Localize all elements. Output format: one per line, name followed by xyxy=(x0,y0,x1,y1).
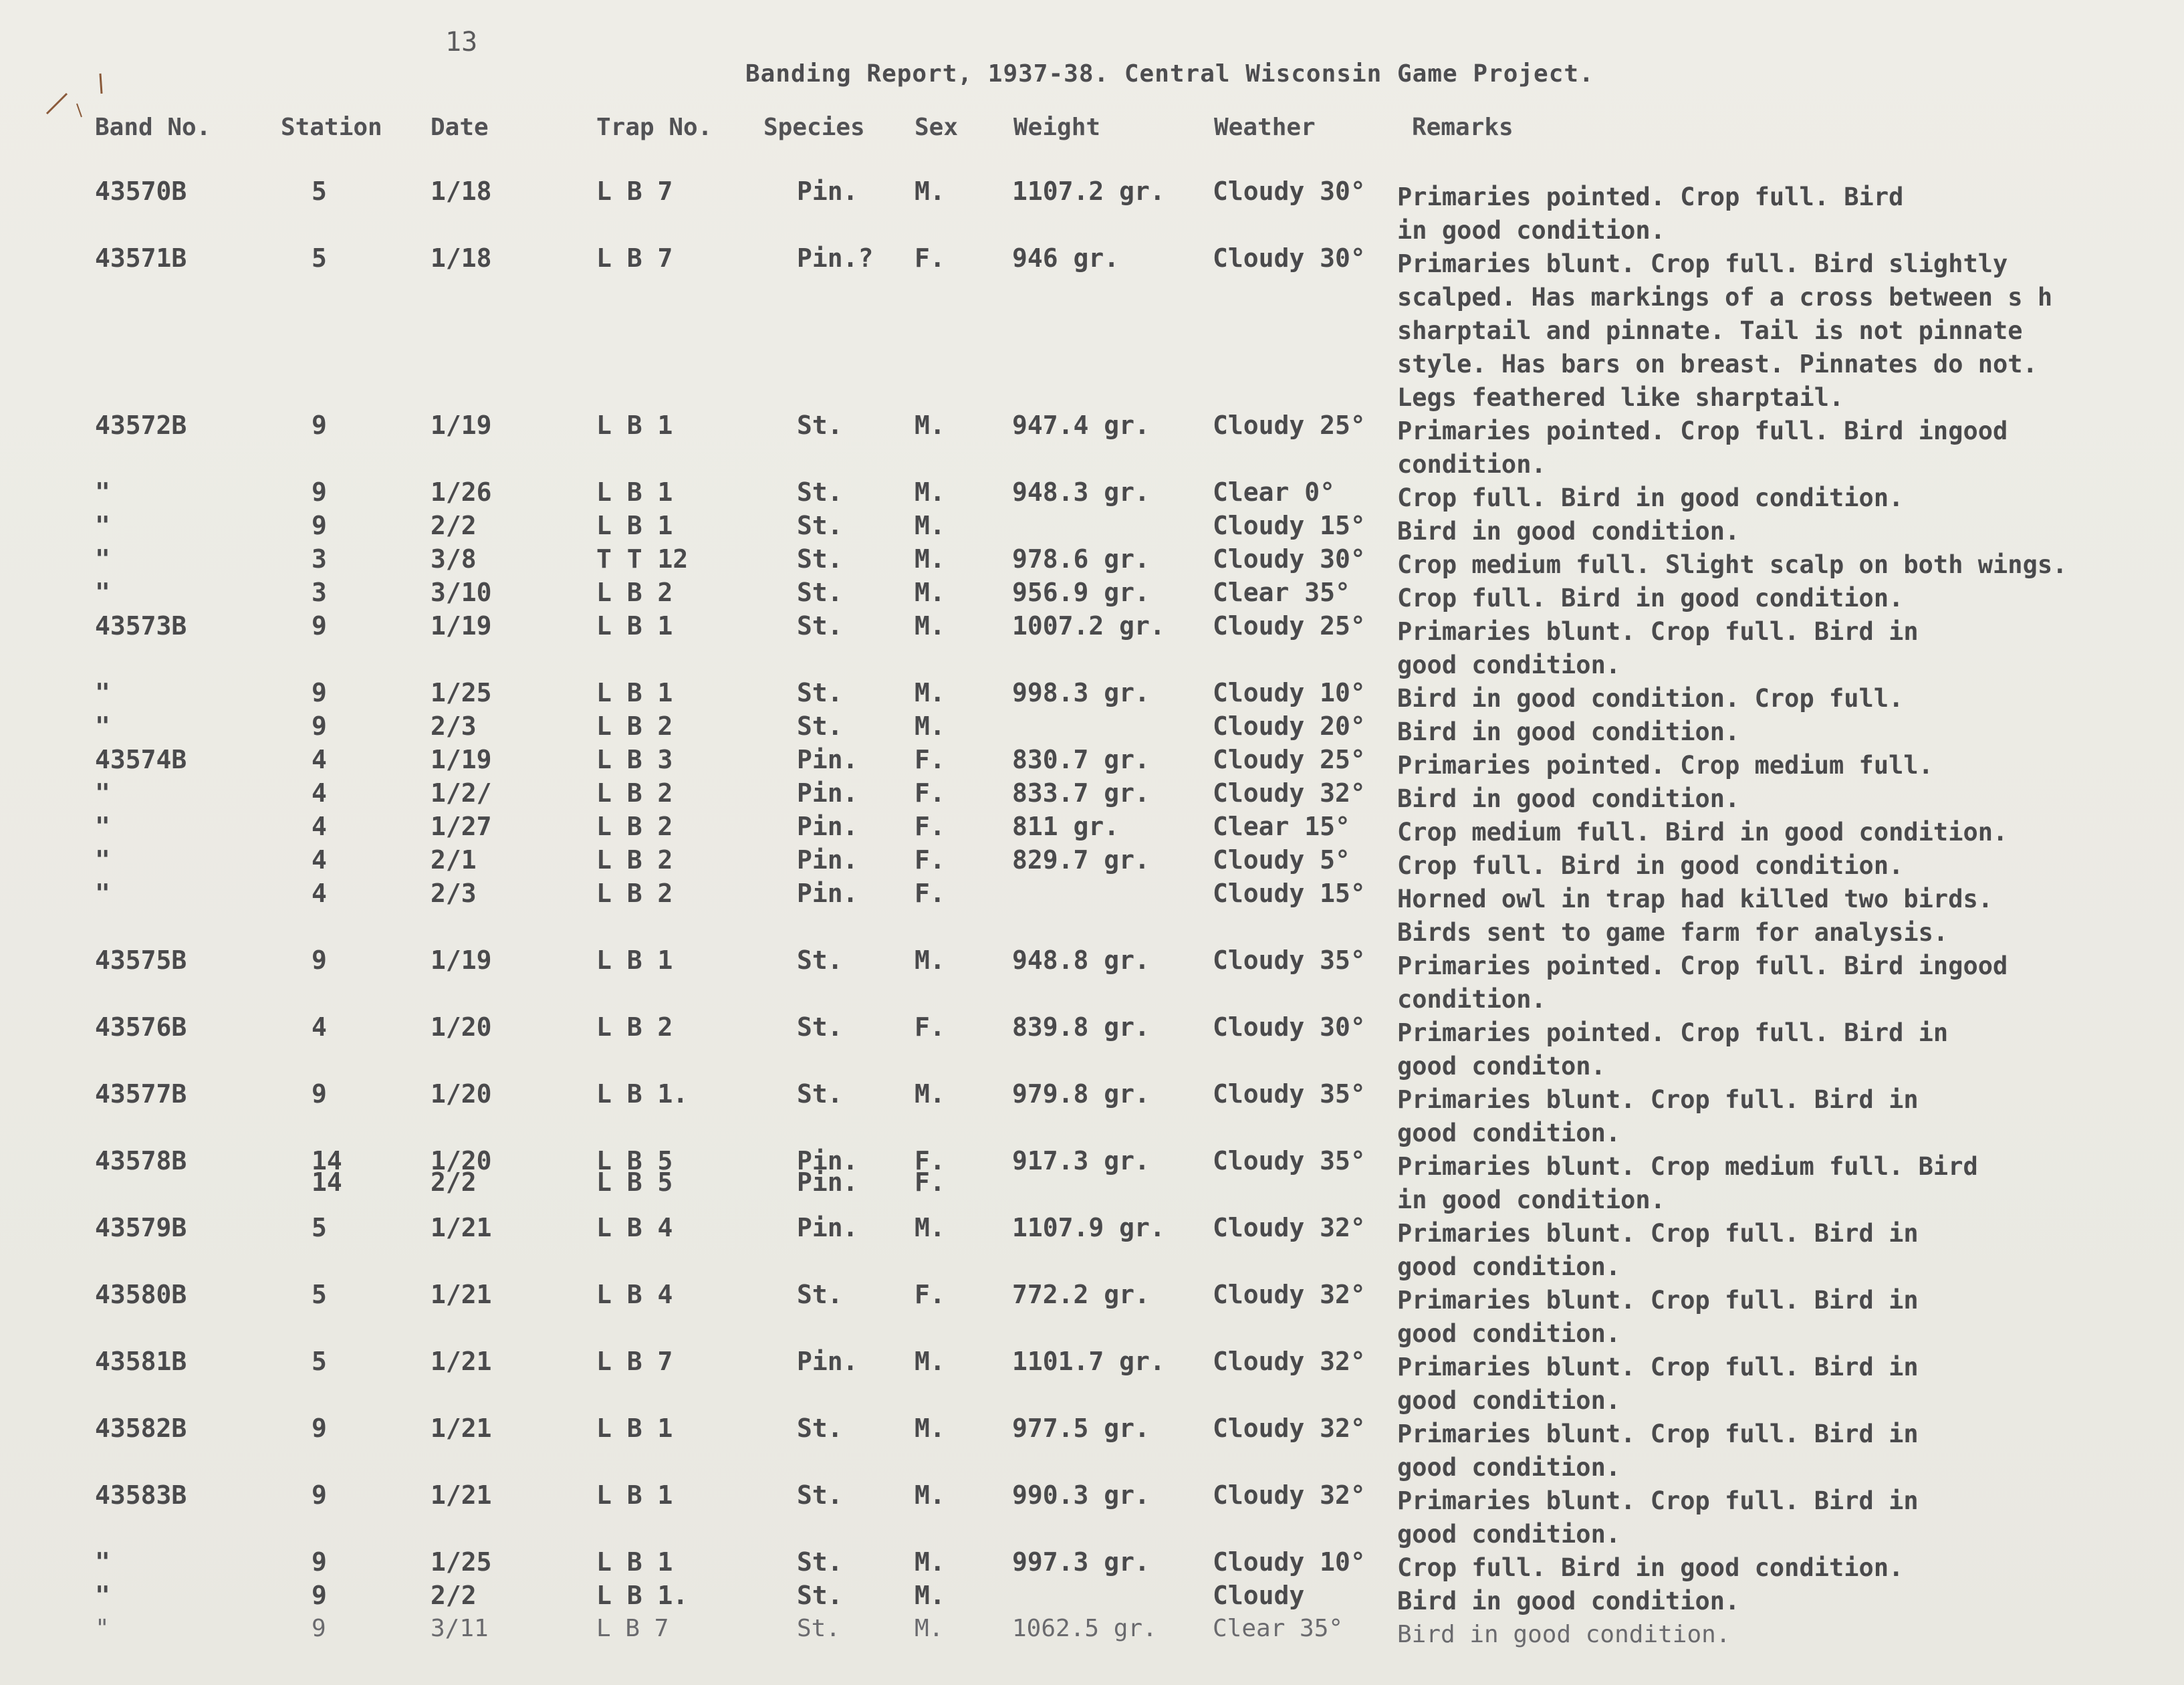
cell-band: " xyxy=(95,578,110,607)
cell-band: 43576B xyxy=(95,1012,187,1042)
cell-trap: L B 1 xyxy=(596,1480,673,1510)
cell-trap: L B 4 xyxy=(596,1280,673,1309)
cell-remarks: Primaries blunt. Crop full. Bird in good condition. xyxy=(1397,1420,1919,1482)
table-row xyxy=(0,1347,2184,1415)
cell-date: 1/20 xyxy=(431,1079,492,1109)
cell-remarks: Crop medium full. Bird in good condition. xyxy=(1397,818,2008,847)
cell-station: 5 xyxy=(312,1213,327,1242)
cell-weight: 946 gr. xyxy=(1012,243,1120,273)
cell-date: 1/19 xyxy=(431,611,492,641)
cell-station: 9 xyxy=(312,1581,327,1610)
cell-band: " xyxy=(95,511,110,540)
table-row xyxy=(0,1581,2184,1618)
cell-date: 1/25 xyxy=(431,678,492,707)
cell-trap: L B 1 xyxy=(596,678,673,707)
cell-date: 1/21 xyxy=(431,1480,492,1510)
cell-weight: 811 gr. xyxy=(1012,812,1120,841)
cell-station: 9 xyxy=(312,945,327,975)
cell-band: " xyxy=(95,1581,110,1610)
cell-date: 1/19 xyxy=(431,411,492,440)
cell-weight: 1007.2 gr. xyxy=(1012,611,1165,641)
table-row xyxy=(0,578,2184,615)
cell-band: 43570B xyxy=(95,177,187,206)
table-row xyxy=(0,845,2184,883)
cell-sex: M. xyxy=(915,177,945,206)
cell-station: 4 xyxy=(312,745,327,774)
cell-species: St. xyxy=(797,511,843,540)
cell-weather: Cloudy 25° xyxy=(1213,745,1366,774)
cell-trap: L B 7 xyxy=(596,1615,669,1642)
cell-band: 43574B xyxy=(95,745,187,774)
cell-band: " xyxy=(95,544,110,574)
cell-station: 9 xyxy=(312,711,327,741)
cell-trap: L B 2 xyxy=(596,711,673,741)
cell-weather: Cloudy 32° xyxy=(1213,1414,1366,1443)
cell-sex: M. xyxy=(915,511,945,540)
cell-date: 3/11 xyxy=(431,1615,489,1642)
cell-species: Pin. xyxy=(797,745,858,774)
cell-remarks: Primaries pointed. Crop full. Bird in good condition. xyxy=(1397,183,1904,245)
cell-trap: L B 2 xyxy=(596,845,673,875)
cell-date: 2/2 xyxy=(431,1581,477,1610)
cell-species: St. xyxy=(797,578,843,607)
cell-species: Pin. xyxy=(797,812,858,841)
cell-sex: F. xyxy=(915,879,945,908)
cell-weather: Cloudy 15° xyxy=(1213,879,1366,908)
table-row xyxy=(0,1213,2184,1281)
cell-remarks: Bird in good condition. xyxy=(1397,784,1740,813)
cell-date: 1/21 xyxy=(431,1347,492,1376)
cell-species: St. xyxy=(797,1480,843,1510)
cell-species: Pin. xyxy=(797,778,858,808)
table-row xyxy=(0,1280,2184,1348)
page-title: Banding Report, 1937-38. Central Wisconsin Game Project. xyxy=(745,60,1594,88)
cell-station: 9 xyxy=(312,477,327,507)
cell-station: 5 xyxy=(312,177,327,206)
table-row xyxy=(0,177,2184,245)
cell-species: St. xyxy=(797,611,843,641)
cell-weather: Cloudy 30° xyxy=(1213,1012,1366,1042)
cell-sex: M. xyxy=(915,1079,945,1109)
cell-weight: 948.8 gr. xyxy=(1012,945,1150,975)
cell-species: Pin. xyxy=(797,845,858,875)
cell-date: 3/8 xyxy=(431,544,477,574)
table-row xyxy=(0,1615,2184,1652)
cell-trap: L B 1 xyxy=(596,1547,673,1577)
cell-species: St. xyxy=(797,544,843,574)
cell-weather: Cloudy 32° xyxy=(1213,778,1366,808)
cell-date: 1/20 xyxy=(431,1012,492,1042)
cell-station: 4 xyxy=(312,845,327,875)
cell-species: Pin. xyxy=(797,1347,858,1376)
cell-species: St. xyxy=(797,411,843,440)
cell-weight: 1107.2 gr. xyxy=(1012,177,1165,206)
cell-remarks: Bird in good condition. Crop full. xyxy=(1397,684,1904,713)
header-weight: Weight xyxy=(1013,114,1101,141)
cell-sex: M. xyxy=(915,1615,944,1642)
header-trap-no: Trap No. xyxy=(596,114,713,141)
cell-trap: L B 1 xyxy=(596,945,673,975)
cell-trap: L B 2 xyxy=(596,1012,673,1042)
cell-sex: F. xyxy=(915,845,945,875)
header-weather: Weather xyxy=(1214,114,1316,141)
cell-sex: M. xyxy=(915,945,945,975)
header-date: Date xyxy=(431,114,489,141)
cell-date: 2/2 xyxy=(431,511,477,540)
cell-weather: Clear 0° xyxy=(1213,477,1336,507)
cell-sex: F. xyxy=(915,745,945,774)
cell-weight: 1107.9 gr. xyxy=(1012,1213,1165,1242)
cell-band: 43573B xyxy=(95,611,187,641)
cell-station: 3 xyxy=(312,578,327,607)
cell-species: St. xyxy=(797,1280,843,1309)
cell-species: Pin. xyxy=(797,1213,858,1242)
cell-species: Pin.? xyxy=(797,243,874,273)
cell-weather: Cloudy 30° xyxy=(1213,544,1366,574)
cell-sex: F. xyxy=(915,1280,945,1309)
cell-remarks: Primaries blunt. Crop full. Bird in good condition. xyxy=(1397,617,1919,679)
cell-trap: L B 2 xyxy=(596,578,673,607)
cell-species: St. xyxy=(797,678,843,707)
cell-station: 3 xyxy=(312,544,327,574)
cell-remarks: Primaries blunt. Crop medium full. Bird in good condition. xyxy=(1397,1152,1978,1214)
cell-weather: Clear 35° xyxy=(1213,578,1350,607)
cell-trap: L B 3 xyxy=(596,745,673,774)
cell-band: " xyxy=(95,477,110,507)
table-row xyxy=(0,945,2184,1014)
cell-weather: Cloudy 35° xyxy=(1213,1146,1366,1175)
cell-trap: L B 1. xyxy=(596,1581,689,1610)
cell-sex: M. xyxy=(915,1414,945,1443)
cell-weather: Cloudy 32° xyxy=(1213,1347,1366,1376)
cell-station: 4 xyxy=(312,812,327,841)
cell-remarks: Primaries blunt. Crop full. Bird in good condition. xyxy=(1397,1353,1919,1415)
cell-date: 2/3 xyxy=(431,711,477,741)
cell-band: " xyxy=(95,711,110,741)
cell-station: 9 xyxy=(312,1414,327,1443)
cell-weather: Cloudy 5° xyxy=(1213,845,1350,875)
cell-date: 1/27 xyxy=(431,812,492,841)
cell-weight: 998.3 gr. xyxy=(1012,678,1150,707)
cell-station: 9 xyxy=(312,1480,327,1510)
cell-weather: Cloudy 32° xyxy=(1213,1480,1366,1510)
cell-station: 14 14 xyxy=(312,1146,342,1197)
cell-remarks: Bird in good condition. xyxy=(1397,517,1740,546)
cell-station: 4 xyxy=(312,1012,327,1042)
cell-species: St. xyxy=(797,711,843,741)
cell-remarks: Crop full. Bird in good condition. xyxy=(1397,483,1904,512)
cell-date: 1/21 xyxy=(431,1280,492,1309)
cell-species: St. xyxy=(797,1414,843,1443)
cell-remarks: Primaries pointed. Crop medium full. xyxy=(1397,751,1933,780)
cell-date: 1/18 xyxy=(431,177,492,206)
table-row xyxy=(0,1547,2184,1585)
cell-date: 1/19 xyxy=(431,945,492,975)
cell-sex: M. xyxy=(915,1347,945,1376)
cell-weight: 948.3 gr. xyxy=(1012,477,1150,507)
cell-band: 43581B xyxy=(95,1347,187,1376)
cell-trap: L B 1 xyxy=(596,611,673,641)
table-row xyxy=(0,477,2184,515)
table-row xyxy=(0,1480,2184,1549)
cell-remarks: Crop full. Bird in good condition. xyxy=(1397,851,1904,880)
cell-weight: 833.7 gr. xyxy=(1012,778,1150,808)
cell-trap: L B 7 xyxy=(596,1347,673,1376)
cell-station: 5 xyxy=(312,1280,327,1309)
cell-sex: M. xyxy=(915,411,945,440)
cell-remarks: Primaries blunt. Crop full. Bird in good condition. xyxy=(1397,1085,1919,1147)
cell-sex: M. xyxy=(915,1581,945,1610)
cell-band: " xyxy=(95,1547,110,1577)
header-remarks: Remarks xyxy=(1412,114,1513,141)
cell-station: 9 xyxy=(312,1079,327,1109)
cell-sex: M. xyxy=(915,477,945,507)
cell-station: 9 xyxy=(312,611,327,641)
cell-sex: F. xyxy=(915,812,945,841)
cell-station: 9 xyxy=(312,1547,327,1577)
header-station: Station xyxy=(281,114,382,141)
cell-band: " xyxy=(95,845,110,875)
table-row xyxy=(0,611,2184,679)
cell-date: 1/18 xyxy=(431,243,492,273)
cell-sex: M. xyxy=(915,678,945,707)
cell-station: 5 xyxy=(312,243,327,273)
cell-weight: 917.3 gr. xyxy=(1012,1146,1150,1175)
cell-band: " xyxy=(95,879,110,908)
cell-species: St. xyxy=(797,945,843,975)
cell-band: " xyxy=(95,678,110,707)
cell-sex: M. xyxy=(915,544,945,574)
cell-band: 43577B xyxy=(95,1079,187,1109)
cell-species: St. xyxy=(797,477,843,507)
cell-remarks: Horned owl in trap had killed two birds. Birds sent to game farm for analysis. xyxy=(1397,885,1993,947)
cell-remarks: Primaries blunt. Crop full. Bird in good condition. xyxy=(1397,1486,1919,1549)
cell-band: 43575B xyxy=(95,945,187,975)
cell-station: 5 xyxy=(312,1347,327,1376)
cell-remarks: Bird in good condition. xyxy=(1397,1587,1740,1615)
cell-weight: 979.8 gr. xyxy=(1012,1079,1150,1109)
cell-sex: M. xyxy=(915,611,945,641)
cell-species: Pin. Pin. xyxy=(797,1146,858,1197)
cell-remarks: Crop full. Bird in good condition. xyxy=(1397,584,1904,612)
cell-sex: M. xyxy=(915,1213,945,1242)
cell-band: 43578B xyxy=(95,1146,187,1175)
cell-weight: 997.3 gr. xyxy=(1012,1547,1150,1577)
cell-weather: Clear 35° xyxy=(1213,1615,1344,1642)
cell-weather: Clear 15° xyxy=(1213,812,1350,841)
cell-trap: L B 1 xyxy=(596,1414,673,1443)
cell-station: 4 xyxy=(312,879,327,908)
cell-date: 1/21 xyxy=(431,1414,492,1443)
cell-date: 3/10 xyxy=(431,578,492,607)
cell-weight: 830.7 gr. xyxy=(1012,745,1150,774)
cell-band: 43571B xyxy=(95,243,187,273)
cell-station: 9 xyxy=(312,511,327,540)
cell-species: St. xyxy=(797,1581,843,1610)
cell-sex: F. F. xyxy=(915,1146,945,1197)
cell-trap: L B 5 L B 5 xyxy=(596,1146,673,1197)
cell-weather: Cloudy 30° xyxy=(1213,243,1366,273)
cell-remarks: Primaries pointed. Crop full. Bird ingood condition. xyxy=(1397,417,2008,479)
header-band-no: Band No. xyxy=(95,114,211,141)
cell-date: 1/2/ xyxy=(431,778,492,808)
cell-remarks: Crop full. Bird in good condition. xyxy=(1397,1553,1904,1582)
cell-weight: 990.3 gr. xyxy=(1012,1480,1150,1510)
cell-trap: L B 1 xyxy=(596,511,673,540)
table-row xyxy=(0,243,2184,412)
table-row xyxy=(0,1414,2184,1482)
cell-weather: Cloudy 10° xyxy=(1213,1547,1366,1577)
cell-species: St. xyxy=(797,1615,841,1642)
cell-remarks: Bird in good condition. xyxy=(1397,717,1740,746)
cell-trap: T T 12 xyxy=(596,544,689,574)
cell-weather: Cloudy 30° xyxy=(1213,177,1366,206)
cell-station: 9 xyxy=(312,411,327,440)
cell-trap: L B 7 xyxy=(596,177,673,206)
cell-sex: F. xyxy=(915,1012,945,1042)
cell-trap: L B 1 xyxy=(596,477,673,507)
cell-weather: Cloudy 32° xyxy=(1213,1213,1366,1242)
cell-weight: 829.7 gr. xyxy=(1012,845,1150,875)
cell-weather: Cloudy 10° xyxy=(1213,678,1366,707)
cell-trap: L B 1. xyxy=(596,1079,689,1109)
cell-sex: M. xyxy=(915,578,945,607)
cell-weather: Cloudy 35° xyxy=(1213,945,1366,975)
cell-station: 9 xyxy=(312,1615,326,1642)
cell-band: 43572B xyxy=(95,411,187,440)
cell-band: 43580B xyxy=(95,1280,187,1309)
cell-trap: L B 2 xyxy=(596,812,673,841)
cell-sex: F. xyxy=(915,778,945,808)
cell-remarks: Primaries blunt. Crop full. Bird in good condition. xyxy=(1397,1286,1919,1348)
cell-weight: 839.8 gr. xyxy=(1012,1012,1150,1042)
cell-remarks: Bird in good condition. xyxy=(1397,1621,1731,1648)
cell-trap: L B 4 xyxy=(596,1213,673,1242)
cell-weather: Cloudy 25° xyxy=(1213,611,1366,641)
cell-weather: Cloudy 20° xyxy=(1213,711,1366,741)
cell-station: 9 xyxy=(312,678,327,707)
cell-band: 43582B xyxy=(95,1414,187,1443)
cell-date: 2/3 xyxy=(431,879,477,908)
table-row xyxy=(0,511,2184,548)
table-row xyxy=(0,411,2184,479)
cell-species: St. xyxy=(797,1547,843,1577)
table-row xyxy=(0,778,2184,816)
cell-weight: 1101.7 gr. xyxy=(1012,1347,1165,1376)
cell-species: Pin. xyxy=(797,879,858,908)
cell-band: " xyxy=(95,1615,110,1642)
cell-date: 1/19 xyxy=(431,745,492,774)
table-row xyxy=(0,812,2184,849)
cell-remarks: Primaries blunt. Crop full. Bird slightly scalped. Has markings of a cross between s h sharptail and pinnate. Tail is not pinnate style. Has bars on breast. Pinnates do not. Legs feathered like sharptail. xyxy=(1397,249,2053,412)
table-row xyxy=(0,1146,2184,1214)
cell-station: 4 xyxy=(312,778,327,808)
cell-trap: L B 2 xyxy=(596,778,673,808)
cell-date: 1/21 xyxy=(431,1213,492,1242)
cell-weather: Cloudy 25° xyxy=(1213,411,1366,440)
cell-weight: 772.2 gr. xyxy=(1012,1280,1150,1309)
table-row xyxy=(0,678,2184,715)
table-row xyxy=(0,1012,2184,1081)
cell-date: 1/26 xyxy=(431,477,492,507)
table-row xyxy=(0,879,2184,947)
cell-weight: 977.5 gr. xyxy=(1012,1414,1150,1443)
header-sex: Sex xyxy=(915,114,959,141)
header-species: Species xyxy=(763,114,865,141)
table-row xyxy=(0,544,2184,582)
cell-remarks: Primaries pointed. Crop full. Bird in good conditon. xyxy=(1397,1018,1949,1081)
cell-weather: Cloudy 32° xyxy=(1213,1280,1366,1309)
cell-remarks: Primaries pointed. Crop full. Bird ingood condition. xyxy=(1397,951,2008,1014)
table-row xyxy=(0,1079,2184,1147)
cell-band: " xyxy=(95,778,110,808)
cell-weight: 956.9 gr. xyxy=(1012,578,1150,607)
table-row xyxy=(0,711,2184,749)
cell-species: Pin. xyxy=(797,177,858,206)
cell-trap: L B 1 xyxy=(596,411,673,440)
cell-species: St. xyxy=(797,1079,843,1109)
cell-remarks: Primaries blunt. Crop full. Bird in good condition. xyxy=(1397,1219,1919,1281)
cell-sex: M. xyxy=(915,1480,945,1510)
cell-weight: 978.6 gr. xyxy=(1012,544,1150,574)
cell-weather: Cloudy xyxy=(1213,1581,1305,1610)
cell-sex: F. xyxy=(915,243,945,273)
cell-date: 2/1 xyxy=(431,845,477,875)
cell-band: 43583B xyxy=(95,1480,187,1510)
cell-weather: Cloudy 15° xyxy=(1213,511,1366,540)
cell-band: " xyxy=(95,812,110,841)
table-row xyxy=(0,745,2184,782)
cell-weight: 947.4 gr. xyxy=(1012,411,1150,440)
cell-trap: L B 2 xyxy=(596,879,673,908)
cell-remarks: Crop medium full. Slight scalp on both wings. xyxy=(1397,550,2068,579)
cell-sex: M. xyxy=(915,711,945,741)
cell-sex: M. xyxy=(915,1547,945,1577)
cell-band: 43579B xyxy=(95,1213,187,1242)
cell-date: 1/25 xyxy=(431,1547,492,1577)
cell-trap: L B 7 xyxy=(596,243,673,273)
cell-weather: Cloudy 35° xyxy=(1213,1079,1366,1109)
cell-date: 1/20 2/2 xyxy=(431,1146,492,1197)
cell-weight: 1062.5 gr. xyxy=(1012,1615,1157,1642)
cell-species: St. xyxy=(797,1012,843,1042)
page-number: 13 xyxy=(445,27,478,58)
